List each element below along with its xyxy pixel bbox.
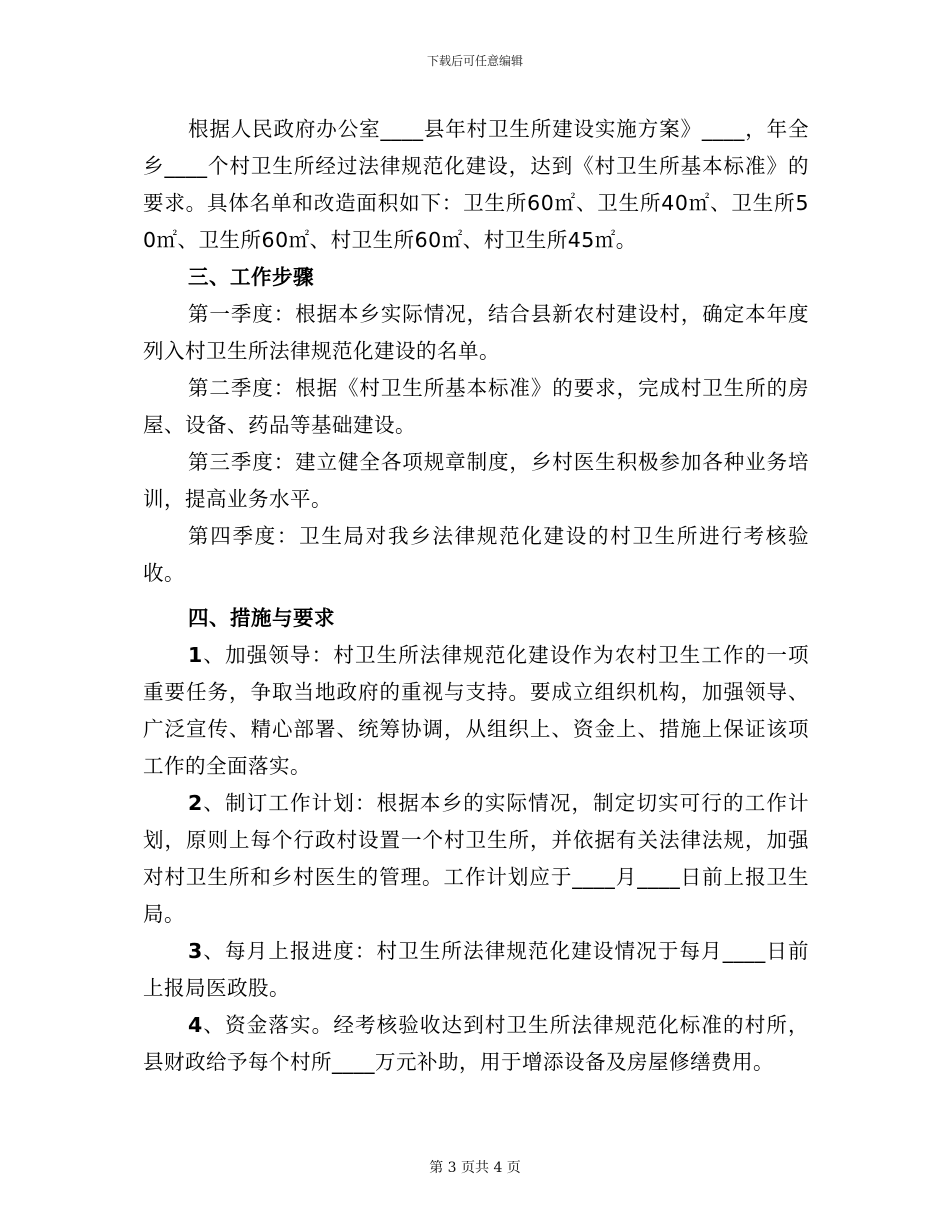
measure-3-number: 3 [188, 939, 203, 963]
quarter-3-paragraph: 第三季度：建立健全各项规章制度，乡村医生积极参加各种业务培训，提高业务水平。 [143, 450, 809, 511]
measure-4-number: 4 [188, 1013, 203, 1037]
section-heading-work-steps: 三、工作步骤 [188, 265, 314, 289]
measure-3-paragraph [143, 933, 809, 1007]
measure-3-text: 、每月上报进度：村卫生所法律规范化建设情况于每月____日前上报局医政股。 [143, 939, 809, 1000]
measure-4-paragraph [143, 1007, 809, 1081]
intro-paragraph: 根据人民政府办公室____县年村卫生所建设实施方案》____，年全乡____个村卫生所经过法律规范化建设，达到《村卫生所基本标准》的要求。具体名单和改造面积如下：卫生所60㎡、卫生所40㎡、卫生所50㎡、卫生所60㎡、村卫生所60㎡、村卫生所45㎡。 [143, 117, 809, 252]
quarter-2-paragraph: 第二季度：根据《村卫生所基本标准》的要求，完成村卫生所的房屋、设备、药品等基础建设。 [143, 376, 809, 437]
measure-2-text: 、制订工作计划：根据本乡的实际情况，制定切实可行的工作计划，原则上每个行政村设置一个村卫生所，并依据有关法律法规，加强对村卫生所和乡村医生的管理。工作计划应于____月____日前上报卫生局。 [143, 791, 809, 926]
measure-1-number: 1 [188, 643, 203, 667]
measure-1-text: 、加强领导：村卫生所法律规范化建设作为农村卫生工作的一项重要任务，争取当地政府的重视与支持。要成立组织机构，加强领导、广泛宣传、精心部署、统筹协调，从组织上、资金上、措施上保证该项工作的全面落实。 [143, 643, 809, 778]
measure-4-text: 、资金落实。经考核验收达到村卫生所法律规范化标准的村所，县财政给予每个村所____万元补助，用于增添设备及房屋修缮费用。 [143, 1013, 809, 1074]
measure-1-paragraph [143, 637, 809, 785]
measure-2-number: 2 [188, 791, 203, 815]
quarter-4-paragraph: 第四季度：卫生局对我乡法律规范化建设的村卫生所进行考核验收。 [143, 524, 809, 585]
measure-2-paragraph [143, 785, 809, 933]
quarter-1-paragraph: 第一季度：根据本乡实际情况，结合县新农村建设村，确定本年度列入村卫生所法律规范化建设的名单。 [143, 302, 809, 363]
page-header: 下载后可任意编辑 [426, 54, 523, 68]
section-heading-measures: 四、措施与要求 [188, 606, 335, 630]
page-footer: 第 3 页共 4 页 [429, 1160, 521, 1176]
document-body [143, 111, 809, 1081]
